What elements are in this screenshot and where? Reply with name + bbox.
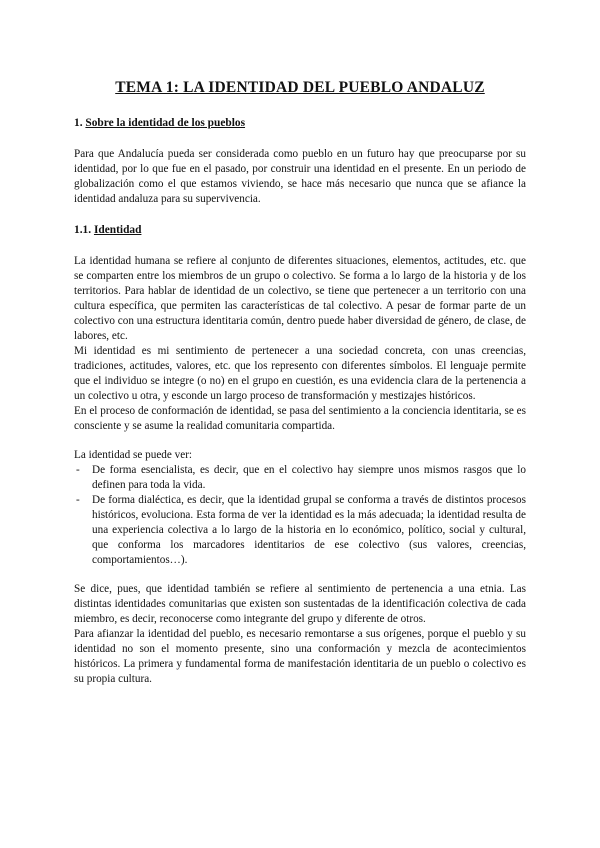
identity-paragraph-1: La identidad humana se refiere al conjunto de diferentes situaciones, elementos, actitudes, etc. que se comparten entre los miembros de un grupo o colectivo. Se forma a lo largo de la historia y de los territorios. Para hablar de identidad de un colectivo, se tiene que pertenecer a un territorio con una cultura específica, que permiten las características de tal colectivo. A pesar de formar parte de un colectivo con una estructura identitaria común, dentro puede haber diversidad de género, de clase, de labores, etc. <box>74 255 526 342</box>
section-number-1-1: 1.1. <box>74 224 92 236</box>
closing-paragraph-1: Se dice, pues, que identidad también se refiere al sentimiento de pertenencia a una etnia. Las distintas identidades comunitarias que existen son sustentadas de la identificación colectiva de cada miembro, es decir, reconocerse como integrante del grupo y diferente de otros. <box>74 583 526 625</box>
identity-list <box>74 463 526 568</box>
identity-paragraph-2: Mi identidad es mi sentimiento de pertenecer a una sociedad concreta, con unas creencias, tradiciones, actitudes, valores, etc. que los represento con diferentes símbolos. El lenguaje permite que el individuo se integre (o no) en el grupo en cuestión, es una evidencia clara de la pertenencia a un colectivo u otra, y esconde un largo proceso de transformación y mestizajes históricos. <box>74 345 526 402</box>
list-bullet: - <box>76 464 80 476</box>
section1-paragraph: Para que Andalucía pueda ser considerada como pueblo en un futuro hay que preocuparse por su identidad, por lo que fue en el pasado, por construir una identidad en el presente. En un periodo de globalización como el que estamos viviendo, se hace más necesario que nunca que se afiance la identidad andaluza para su supervivencia. <box>74 148 526 205</box>
identity-paragraph-3: En el proceso de conformación de identidad, se pasa del sentimiento a la conciencia identitaria, se es consciente y se asume la realidad comunitaria compartida. <box>74 405 526 432</box>
section-number-1: 1. <box>74 117 83 129</box>
section-title-1-1: Identidad <box>93 224 142 236</box>
document-title: TEMA 1: LA IDENTIDAD DEL PUEBLO ANDALUZ <box>115 79 485 96</box>
section-heading-1 <box>74 116 526 131</box>
list-item-text: De forma esencialista, es decir, que en el colectivo hay siempre unos mismos rasgos que lo definen para toda la vida. <box>92 464 526 491</box>
list-bullet: - <box>76 494 80 506</box>
section-title-1: Sobre la identidad de los pueblos <box>85 117 246 129</box>
list-item-text: De forma dialéctica, es decir, que la identidad grupal se conforma a través de distintos procesos históricos, evoluciona. Esta forma de ver la identidad es la más adecuada; la identidad resulta de una experiencia colectiva a lo largo de la historia en lo económico, político, social y cultural, que conforma los marcadores identitarios de ese colectivo (sus valores, creencias, comportamientos…). <box>92 494 526 566</box>
list-item <box>74 493 526 568</box>
section-heading-1-1 <box>74 223 526 238</box>
list-item <box>74 463 526 493</box>
closing-paragraph-2: Para afianzar la identidad del pueblo, es necesario remontarse a sus orígenes, porque el pueblo y su identidad no son el momento presente, sino una conformación y mezcla de acontecimientos históricos. La primera y fundamental forma de manifestación identitaria de un pueblo o colectivo es su propia cultura. <box>74 628 526 685</box>
list-intro: La identidad se puede ver: <box>74 449 193 461</box>
